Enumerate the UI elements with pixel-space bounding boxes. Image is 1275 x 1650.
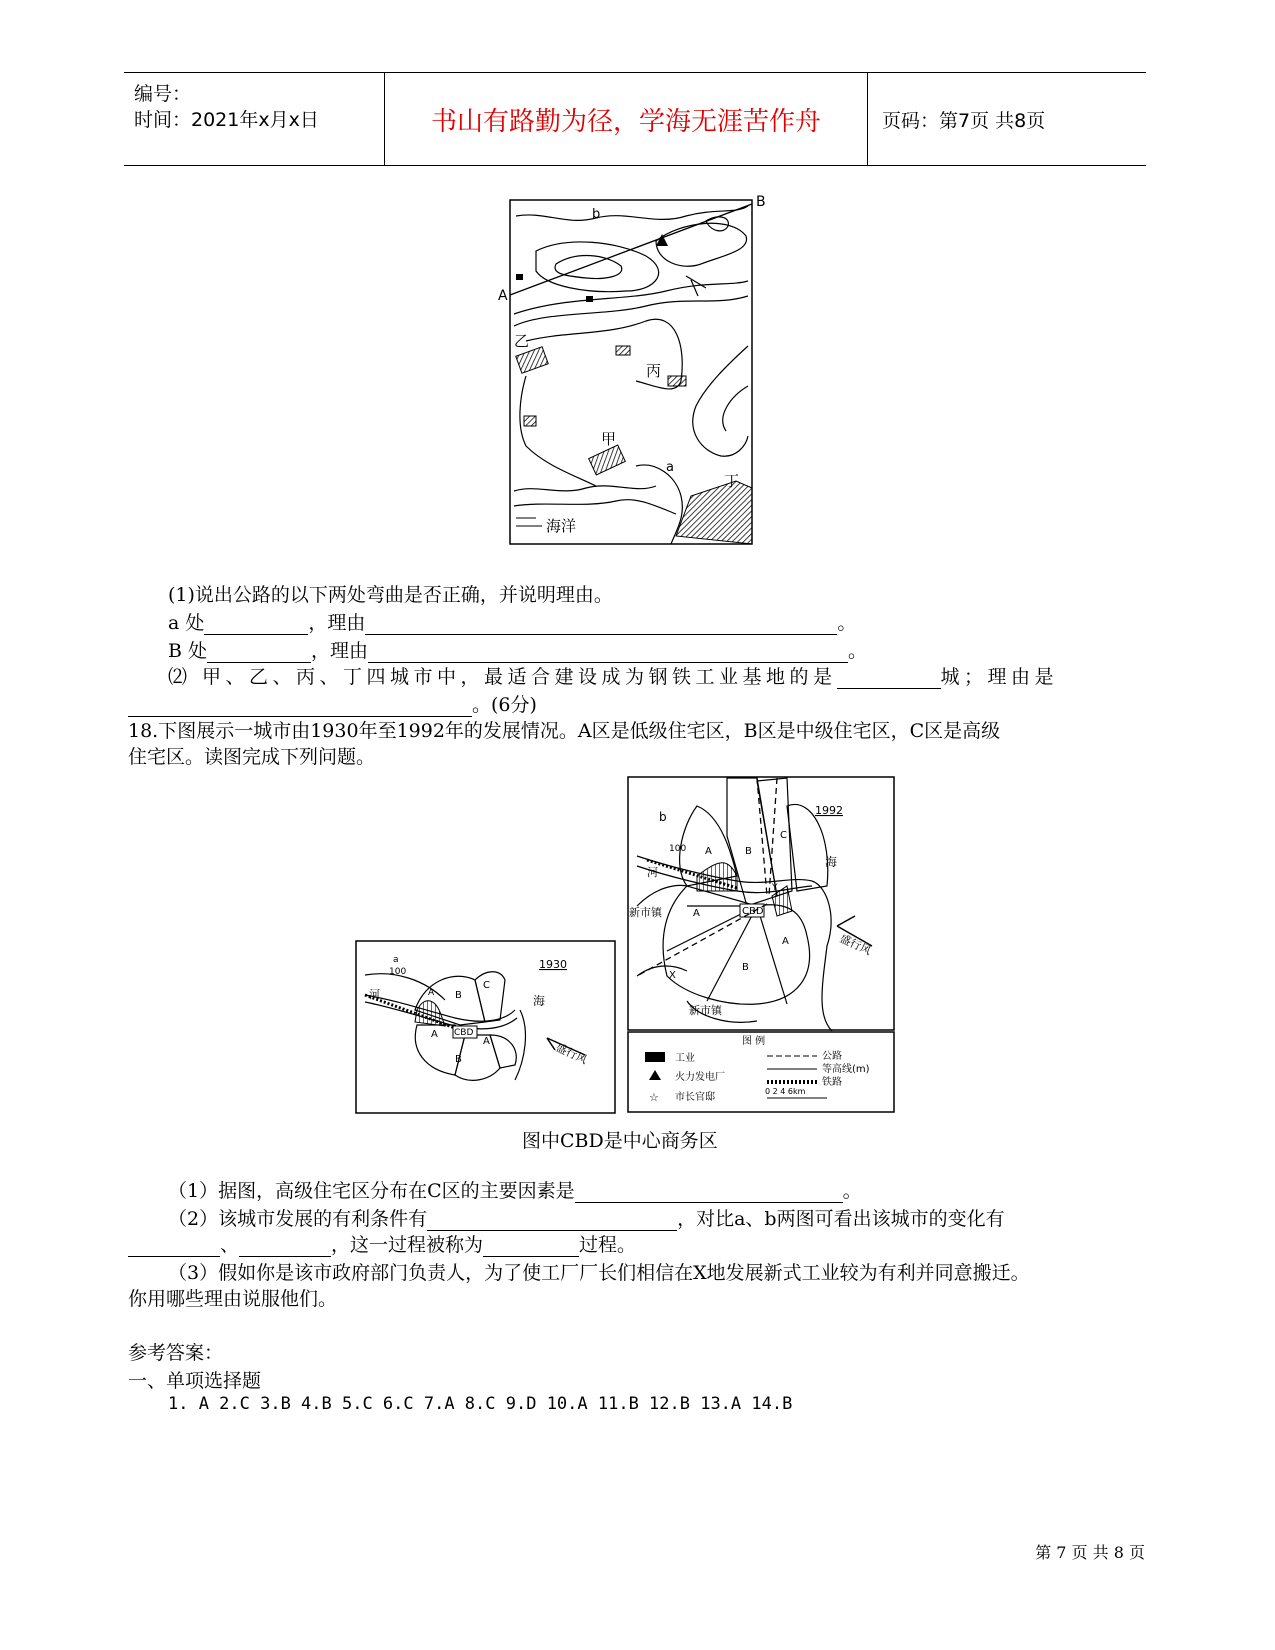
map-figure-1 [498,194,776,552]
page-info: 页码：第7页 共8页 [882,109,1046,132]
cbd-1930: CBD [454,1028,474,1038]
sea-1930: 海 [533,994,546,1008]
label-X: X [669,970,676,981]
header-middle-cell [385,73,868,165]
b-prefix: B 处 [168,640,208,662]
q18-part2-line1 [168,1204,1005,1231]
label-a-curve: a [666,460,674,475]
new-town-1992-1: 新市镇 [629,906,662,919]
answers-title: 参考答案： [128,1342,224,1364]
q18-part2-line2-mid: ，这一过程被称为 [331,1234,484,1256]
year-1992: 1992 [815,804,843,817]
river-1930: 河 [369,988,380,1001]
code-label: 编号： [134,83,192,105]
q17-line-b [168,636,867,663]
answer-blank-change-1[interactable] [128,1238,220,1257]
legend-scale: 0 2 4 6km [765,1087,806,1096]
motto-text: 书山有路勤为径，学海无涯苦作舟 [430,106,821,137]
contour-100-1930: 100 [389,967,407,977]
q18-part3-line2: 你用哪些理由说服他们。 [128,1288,338,1310]
answer-blank-city[interactable] [837,670,941,689]
q17-part2-text: ⑵ 甲、乙、丙、丁四城市中，最适合建设成为钢铁工业基地的是 [168,666,837,688]
q18-part3-line1: （3）假如你是该市政府部门负责人，为了使工厂厂长们相信在X地发展新式工业较为有利并同意搬迁。 [168,1262,1030,1284]
answer-blank-c-factor[interactable] [575,1184,843,1203]
q17-part2-line1 [168,662,1058,689]
page-footer: 第 7 页 共 8 页 [1035,1543,1145,1562]
zone-B-1930-1: B [455,990,462,1001]
label-b-curve: b [592,207,601,222]
city-jia: 甲 [601,430,617,448]
q18-part2-line2 [128,1230,636,1257]
zone-A-1930-1: A [428,988,435,998]
sea-1992: 海 [825,855,838,869]
map-caption: 图中CBD是中心商务区 [522,1130,718,1152]
answer-blank-conditions[interactable] [427,1212,677,1231]
q18-part1-text: （1）据图，高级住宅区分布在C区的主要因素是 [168,1180,575,1202]
q18-intro-line2: 住宅区。读图完成下列问题。 [128,746,376,768]
header-left-cell [124,73,385,165]
map2-label-a: a [393,955,399,965]
zone-C-1992: C [780,830,787,841]
label-A: A [498,288,508,304]
zone-B-1992-2: B [742,962,749,973]
zone-C-1930: C [483,980,490,991]
svg-text:☆: ☆ [649,1091,659,1104]
ocean-label: 海洋 [546,517,577,535]
reason-label-1: ，理由 [308,612,366,634]
city-bing: 丙 [646,362,662,380]
legend-title: 图 例 [742,1036,766,1047]
q18-intro-line1: 18.下图展示一城市由1930年至1992年的发展情况。A区是低级住宅区，B区是中级住宅区，C区是高级 [128,720,1001,742]
zone-A-1992-1: A [705,846,712,857]
q18-part2-mid: ，对比a、b两图可看出该城市的变化有 [677,1208,1005,1230]
answer-blank-change-2[interactable] [239,1238,331,1257]
answer-blank-process[interactable] [483,1238,579,1257]
river-1992: 河 [647,866,658,879]
reason-label-2: ，理由 [311,640,369,662]
q18-part2-text: （2）该城市发展的有利条件有 [168,1208,428,1230]
zone-B-1930-2: B [455,1054,462,1065]
legend-mayor: 市长官邸 [675,1092,715,1103]
zone-A-1930-3: A [483,1036,490,1047]
q17-part2-mid: 城；理由是 [940,666,1059,688]
legend-rail: 铁路 [822,1077,842,1088]
answers-list: 1. A 2.C 3.B 4.B 5.C 6.C 7.A 8.C 9.D 10.A 11.B 12.B 13.A 14.B [168,1394,793,1414]
zone-A-1992-2: A [693,908,700,919]
end-2: 。 [848,640,868,662]
wind-1992: 盛行风 [837,931,874,958]
zone-A-1992-3: A [782,936,789,947]
terrain-map [498,194,776,548]
contour-100-1992: 100 [669,844,687,854]
city-map-1992 [627,776,897,1120]
answers-section: 一、单项选择题 [128,1370,262,1392]
sep: 、 [220,1234,240,1256]
label-B: B [756,194,766,210]
q17-part2-end: 。(6分) [472,694,537,716]
legend-industry: 工业 [675,1053,695,1064]
q17-line-a [168,608,856,635]
q18-part2-line2-end: 过程。 [579,1234,637,1256]
legend-road: 公路 [822,1051,842,1062]
answer-blank-b[interactable] [207,644,311,663]
answer-blank-a-reason[interactable] [365,616,837,635]
page-header [124,72,1146,166]
q17-part2-line2 [128,690,537,717]
zone-B-1992-1: B [745,846,752,857]
city-map-1930 [355,940,617,1120]
city-yi: 乙 [514,332,530,350]
city-ding: 丁 [724,472,740,490]
answer-blank-a[interactable] [204,616,308,635]
label-Y: Y [772,883,778,893]
legend-contour: 等高线(m) [822,1064,870,1075]
map2-label-b: b [659,810,667,824]
zone-A-1930-2: A [431,1029,438,1040]
year-1930: 1930 [539,958,567,971]
end-1: 。 [837,612,857,634]
answer-blank-city-reason[interactable] [128,698,472,717]
header-right-cell [868,73,1146,165]
answer-blank-b-reason[interactable] [368,644,848,663]
a-prefix: a 处 [168,612,205,634]
wind-1930: 盛行风 [553,1040,590,1067]
q18-part1 [168,1176,862,1203]
q17-part1: (1)说出公路的以下两处弯曲是否正确，并说明理由。 [168,584,613,606]
legend-power: 火力发电厂 [675,1072,725,1083]
cbd-1992: CBD [742,906,764,917]
q18-part1-end: 。 [842,1180,862,1202]
time-label: 时间：2021年x月x日 [134,109,319,131]
new-town-1992-2: 新市镇 [689,1004,722,1017]
